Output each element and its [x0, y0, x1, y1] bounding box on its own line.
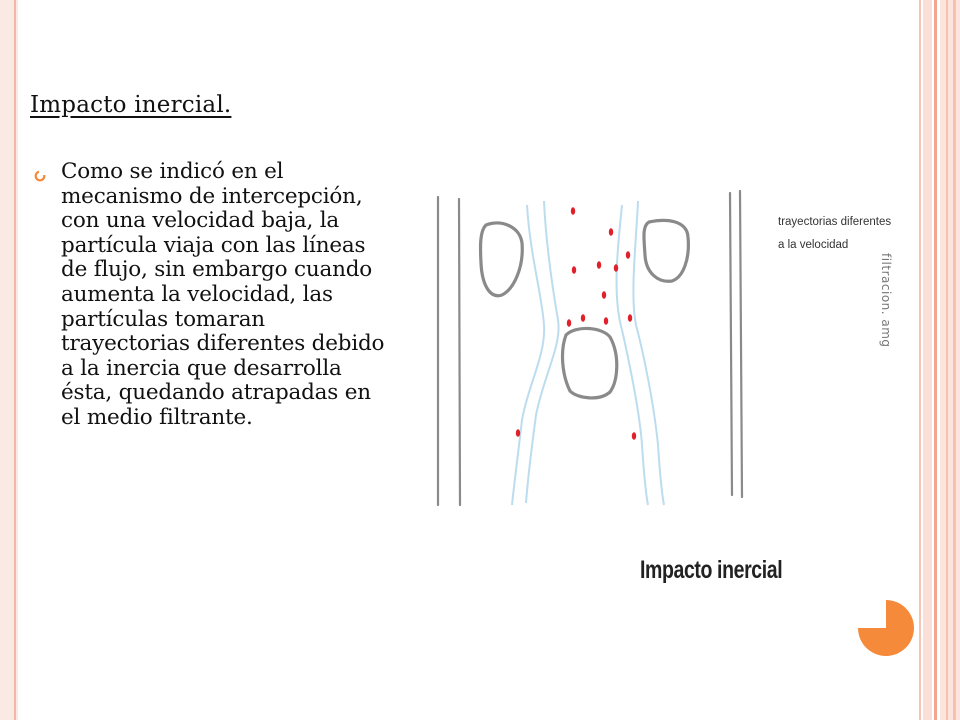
- decorative-pie-icon: [856, 598, 916, 658]
- bullet-ring-icon: [34, 170, 46, 182]
- slide-right-border: [934, 0, 937, 720]
- diagram-label-line: a la velocidad: [778, 239, 849, 251]
- slide-right-border: [923, 0, 932, 720]
- slide-right-border: [919, 0, 921, 720]
- slide-right-border: [940, 0, 960, 720]
- flow-streamlines: [512, 201, 664, 505]
- diagram-label-line: trayectorias diferentes: [778, 216, 892, 228]
- diagram-caption: Impacto inercial: [640, 556, 783, 584]
- slide-right-border: [953, 0, 956, 720]
- side-note: filtracion. amg: [879, 253, 893, 348]
- diagram-label: [778, 216, 894, 251]
- bullet-text: Como se indicó en el mecanismo de intercepción, con una velocidad baja, la partícula viaja con las líneas de flujo, sin embargo cuando aumenta la velocidad, las partículas tomaran trayectorias diferentes debido a la inercia que desarrolla ésta, quedando atrapadas en el medio filtrante.: [61, 159, 385, 430]
- slide-left-border: [0, 0, 18, 720]
- channel-walls: [438, 191, 742, 505]
- slide-title: Impacto inercial.: [30, 92, 232, 118]
- slide-right-border: [946, 0, 948, 720]
- filter-fibers: [481, 220, 689, 398]
